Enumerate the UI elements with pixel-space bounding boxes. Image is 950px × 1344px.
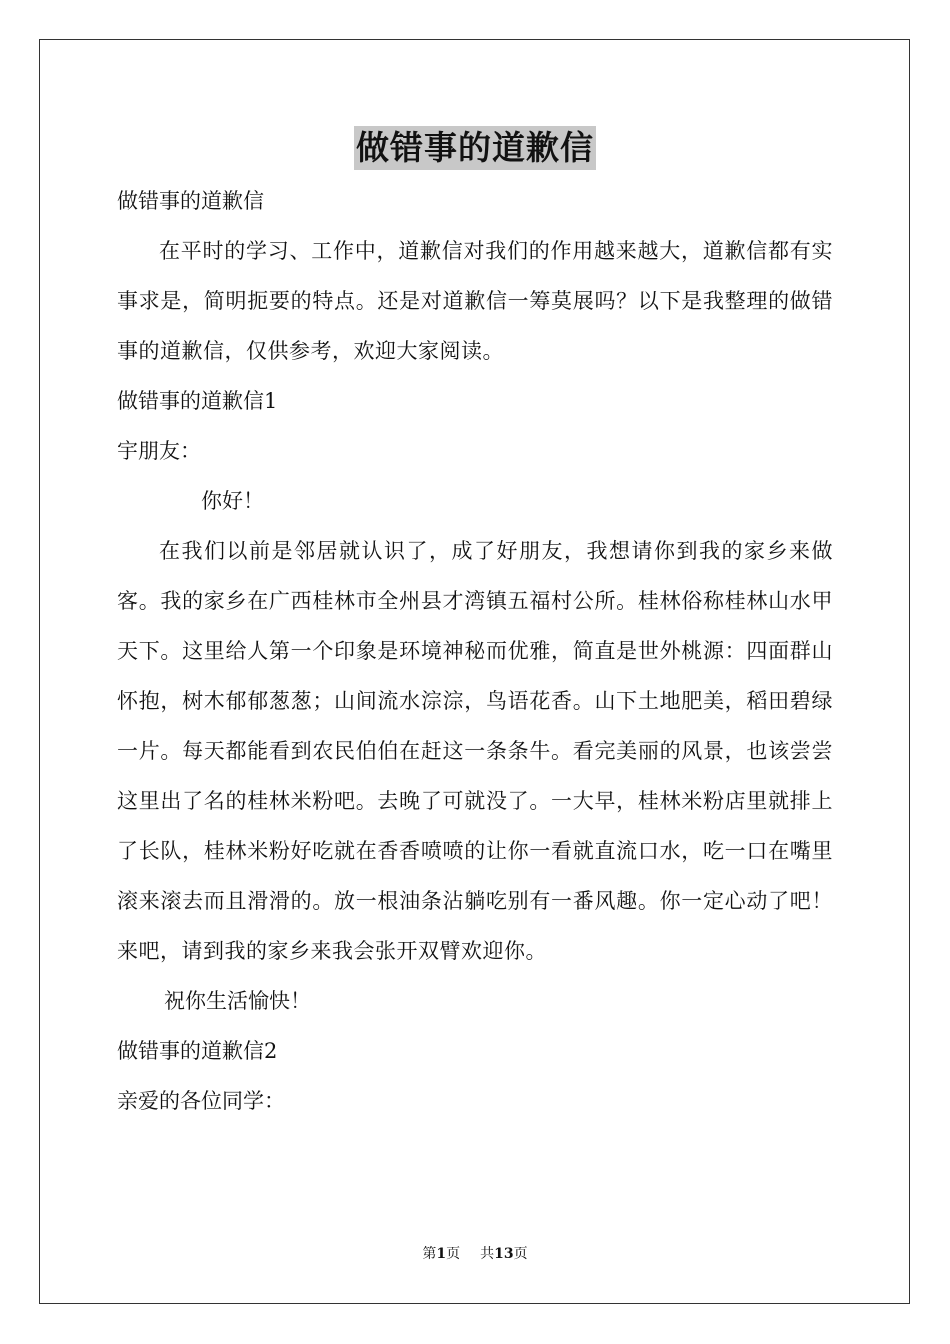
title-container (0, 126, 950, 170)
page-footer (0, 1244, 950, 1264)
letter1-greeting: 你好！ (201, 489, 264, 513)
total-prefix: 共 (480, 1246, 495, 1262)
page-current: 1 (436, 1246, 447, 1262)
page-prefix: 第 (422, 1246, 437, 1262)
letter2-heading: 做错事的道歉信2 (117, 1039, 278, 1063)
page-suffix: 页 (446, 1246, 461, 1262)
document-body (117, 176, 833, 1126)
letter1-heading: 做错事的道歉信1 (117, 389, 278, 413)
document-subtitle: 做错事的道歉信 (117, 189, 264, 213)
page-total: 13 (494, 1246, 514, 1262)
intro-paragraph: 在平时的学习、工作中，道歉信对我们的作用越来越大，道歉信都有实事求是，简明扼要的特点。还是对道歉信一筹莫展吗？以下是我整理的做错事的道歉信，仅供参考，欢迎大家阅读。 (117, 239, 833, 363)
letter2-salutation: 亲爱的各位同学： (117, 1089, 285, 1113)
total-suffix: 页 (513, 1246, 528, 1262)
letter1-body: 在我们以前是邻居就认识了，成了好朋友，我想请你到我的家乡来做客。我的家乡在广西桂林市全州县才湾镇五福村公所。桂林俗称桂林山水甲天下。这里给人第一个印象是环境神秘而优雅，简直是世外桃源：四面群山怀抱，树木郁郁葱葱；山间流水淙淙，鸟语花香。山下土地肥美，稻田碧绿一片。每天都能看到农民伯伯在赶这一条条牛。看完美丽的风景，也该尝尝这里出了名的桂林米粉吧。去晚了可就没了。一大早，桂林米粉店里就排上了长队，桂林米粉好吃就在香香喷喷的让你一看就直流口水，吃一口在嘴里滚来滚去而且滑滑的。放一根油条沾躺吃别有一番风趣。你一定心动了吧！来吧，请到我的家乡来我会张开双臂欢迎你。 (117, 539, 833, 963)
letter1-salutation: 宇朋友： (117, 439, 201, 463)
letter1-closing: 祝你生活愉快！ (164, 989, 311, 1013)
document-title: 做错事的道歉信 (354, 126, 596, 170)
